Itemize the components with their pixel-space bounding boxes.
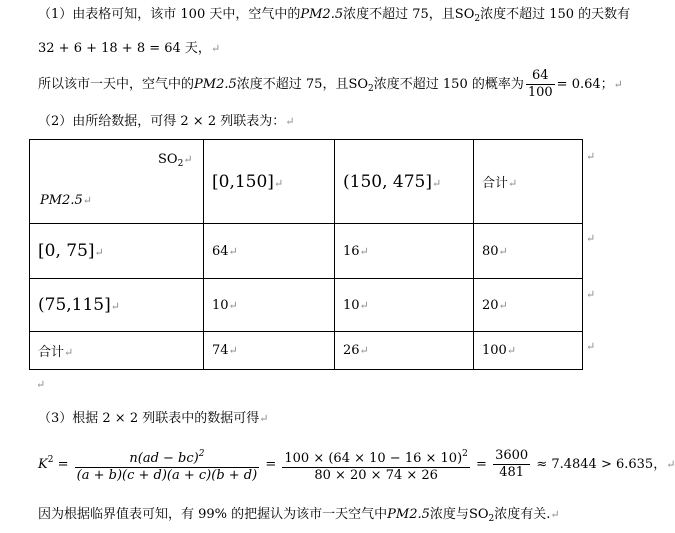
- equals-sign: =: [265, 457, 277, 472]
- table-corner-header: [30, 140, 204, 224]
- row-label: 合计↵: [30, 332, 204, 370]
- paragraph-mark-icon: ↵: [183, 153, 193, 166]
- paragraph-mark-icon: ↵: [431, 176, 442, 190]
- text: 浓度不超过 75，且: [343, 7, 455, 22]
- table-cell: 16↵: [335, 224, 474, 279]
- paragraph-mark-icon: ↵: [228, 244, 238, 258]
- text: 浓度不超过 75，且: [236, 77, 349, 92]
- table-cell: 10↵: [204, 279, 335, 332]
- paragraph-mark-icon: ↵: [94, 246, 104, 259]
- pm-number: 2.5: [409, 507, 430, 522]
- text: （2）由所给数据，可得 2 × 2 列联表为：: [38, 114, 286, 129]
- formula-fraction-numeric: [282, 446, 470, 484]
- table-cell: 64↵: [204, 224, 335, 279]
- table-cell: 10↵: [335, 279, 474, 332]
- part3-heading: [38, 410, 268, 428]
- fraction-denominator: (a + b)(c + d)(a + c)(b + d): [76, 467, 258, 483]
- table-cell: 20↵: [474, 279, 583, 332]
- text: 所以该市一天中，空气中的: [38, 77, 195, 92]
- k-superscript: 2: [47, 455, 54, 465]
- table-cell: 100↵: [474, 332, 583, 370]
- table-row: [30, 279, 583, 332]
- part1-line3: [38, 68, 623, 106]
- so-label: SO: [468, 507, 489, 522]
- formula-fraction-general: [75, 446, 260, 484]
- paragraph-mark-icon: ↵: [498, 298, 508, 312]
- paragraph-mark-icon: ↵: [259, 412, 269, 425]
- table-header-row: [30, 140, 583, 224]
- table-total-row: [30, 332, 583, 370]
- text: 浓度有关.: [494, 507, 551, 522]
- pm25-header: PM2.5↵: [40, 193, 92, 208]
- part1-line1: [38, 6, 630, 28]
- pm-number: 2.5: [216, 77, 237, 92]
- paragraph-mark-icon: ↵: [586, 340, 596, 353]
- paragraph-mark-icon: ↵: [359, 244, 369, 258]
- part2-heading: [38, 113, 294, 131]
- text: （1）由表格可知，该市 100 天中，空气中的: [38, 7, 301, 22]
- paragraph-mark-icon: ↵: [586, 288, 596, 301]
- paragraph-mark-icon: ↵: [586, 232, 596, 245]
- paragraph-mark-icon: ↵: [586, 150, 596, 163]
- paragraph-mark-icon: ↵: [82, 194, 92, 207]
- col-header-150-475: (150, 475]↵: [335, 140, 474, 224]
- so-label: SO: [348, 77, 369, 92]
- fraction-numerator: $100 \times (64 \times 10 - 16 \times 10)^2$: [282, 446, 470, 468]
- equals-sign: =: [57, 457, 69, 472]
- text: 浓度与: [429, 507, 469, 522]
- col-header-0-150: [0,150]↵: [204, 140, 335, 224]
- paragraph-mark-icon: ↵: [359, 298, 369, 312]
- table-row: [30, 224, 583, 279]
- table-cell: 26↵: [335, 332, 474, 370]
- text: = 0.64；: [556, 77, 614, 92]
- fraction-numerator: n(ad − bc)$^2$: [75, 446, 260, 468]
- paragraph-mark-icon: ↵: [210, 42, 221, 55]
- fraction-denominator: 80 × 20 × 74 × 26: [314, 467, 438, 483]
- paragraph-mark-icon: ↵: [613, 78, 623, 91]
- table-cell: 80↵: [474, 224, 583, 279]
- conclusion-line: [38, 506, 560, 528]
- sum-text: 32 + 6 + 18 + 8 = 64 天，: [38, 41, 211, 56]
- fraction-denominator: 481: [499, 465, 525, 480]
- so-subscript: 2: [474, 14, 481, 24]
- paragraph-mark-icon: ↵: [508, 177, 518, 190]
- paragraph-mark-icon: ↵: [359, 344, 369, 357]
- k2-formula: [38, 440, 675, 485]
- paragraph-mark-icon: ↵: [64, 346, 74, 359]
- paragraph-mark-icon: ↵: [110, 300, 120, 313]
- text: 浓度不超过 150 的概率为: [373, 77, 524, 92]
- paragraph-mark-icon: ↵: [666, 458, 675, 471]
- paragraph-mark-icon: ↵: [506, 344, 517, 357]
- probability-fraction: [526, 68, 555, 101]
- paragraph-mark-icon: ↵: [498, 244, 508, 258]
- contingency-table: [29, 139, 583, 370]
- paragraph-mark-icon: ↵: [36, 378, 46, 391]
- fraction-denominator: 100: [527, 85, 553, 100]
- row-label: [0, 75]↵: [30, 224, 204, 279]
- row-label: (75,115]↵: [30, 279, 204, 332]
- so-subscript: 2: [368, 84, 374, 94]
- text: 浓度不超过 150 的天数有: [480, 7, 631, 22]
- so-subscript: 2: [488, 514, 495, 524]
- part1-line2: [38, 40, 220, 58]
- paragraph-mark-icon: ↵: [550, 508, 560, 521]
- fraction-numerator: 3600: [495, 448, 529, 463]
- paragraph-mark-icon: ↵: [273, 176, 284, 190]
- approx-result: ≈ 7.4844 > 6.635，: [536, 457, 667, 472]
- so2-header: $SO_2↵$: [158, 152, 193, 169]
- equals-sign: =: [476, 457, 487, 472]
- paragraph-mark-icon: ↵: [285, 115, 295, 128]
- text: 因为根据临界值表可知，有 99% 的把握认为该市一天空气中: [38, 507, 388, 522]
- paragraph-mark-icon: ↵: [228, 344, 238, 357]
- pm-label: PM: [300, 7, 323, 22]
- pm-number: 2.5: [322, 7, 344, 22]
- fraction-numerator: 64: [526, 68, 555, 85]
- formula-fraction-result: [493, 448, 530, 481]
- paragraph-mark-icon: ↵: [228, 298, 238, 312]
- col-header-total: 合计↵: [474, 140, 583, 224]
- so-label: SO: [454, 7, 475, 22]
- text: （3）根据 2 × 2 列联表中的数据可得: [38, 411, 260, 426]
- pm-label: PM: [387, 507, 410, 522]
- pm-label: PM: [194, 77, 217, 92]
- table-cell: 74↵: [204, 332, 335, 370]
- k-symbol: K: [38, 457, 48, 472]
